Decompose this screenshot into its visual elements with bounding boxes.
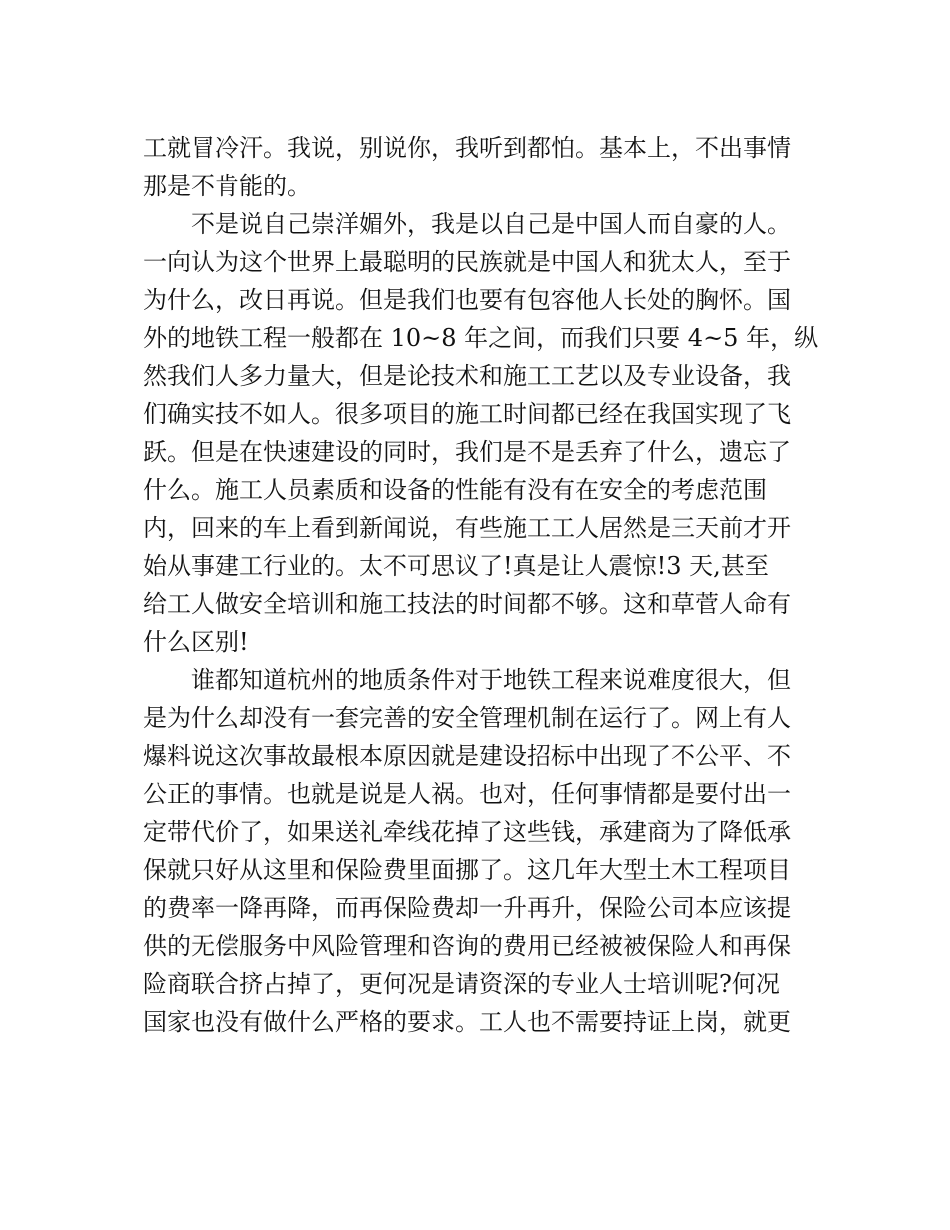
text-line-indented: 不是说自己崇洋媚外，我是以自己是中国人而自豪的人。 xyxy=(191,210,791,238)
text-line: 那是不肯能的。 xyxy=(143,172,311,200)
text-line: 什么区别! xyxy=(143,628,249,656)
text-line: 爆料说这次事故最根本原因就是建设招标中出现了不公平、不 xyxy=(143,742,791,770)
text-line: 国家也没有做什么严格的要求。工人也不需要持证上岗，就更 xyxy=(143,1008,791,1036)
text-line-indented: 谁都知道杭州的地质条件对于地铁工程来说难度很大，但 xyxy=(191,666,791,694)
text-line: 保就只好从这里和保险费里面挪了。这几年大型土木工程项目 xyxy=(143,856,791,884)
text-line: 定带代价了，如果送礼牵线花掉了这些钱，承建商为了降低承 xyxy=(143,818,791,846)
text-line: 供的无偿服务中风险管理和咨询的费用已经被被保险人和再保 xyxy=(143,932,791,960)
paragraph-3 xyxy=(143,661,815,1041)
text-line: 然我们人多力量大，但是论技术和施工工艺以及专业设备，我 xyxy=(143,362,791,390)
text-line: 工就冒冷汗。我说，别说你，我听到都怕。基本上，不出事情 xyxy=(143,134,791,162)
text-line: 内，回来的车上看到新闻说，有些施工工人居然是三天前才开 xyxy=(143,514,791,542)
text-line: 什么。施工人员素质和设备的性能有没有在安全的考虑范围 xyxy=(143,476,767,504)
text-line: 是为什么却没有一套完善的安全管理机制在运行了。网上有人 xyxy=(143,704,791,732)
text-line: 们确实技不如人。很多项目的施工时间都已经在我国实现了飞 xyxy=(143,400,791,428)
text-line: 的费率一降再降，而再保险费却一升再升，保险公司本应该提 xyxy=(143,894,791,922)
text-line: 跃。但是在快速建设的同时，我们是不是丢弃了什么，遗忘了 xyxy=(143,438,791,466)
text-line: 为什么，改日再说。但是我们也要有包容他人长处的胸怀。国 xyxy=(143,286,791,314)
paragraph-2 xyxy=(143,205,819,661)
text-line: 公正的事情。也就是说是人祸。也对，任何事情都是要付出一 xyxy=(143,780,791,808)
text-line: 始从事建工行业的。太不可思议了!真是让人震惊!3 天,甚至 xyxy=(143,552,769,580)
text-line: 给工人做安全培训和施工技法的时间都不够。这和草菅人命有 xyxy=(143,590,791,618)
document-body xyxy=(143,129,819,1041)
text-line: 外的地铁工程一般都在 10~8 年之间，而我们只要 4~5 年，纵 xyxy=(143,324,819,352)
paragraph-1 xyxy=(143,129,815,205)
text-line: 险商联合挤占掉了，更何况是请资深的专业人士培训呢?何况 xyxy=(143,970,780,998)
text-line: 一向认为这个世界上最聪明的民族就是中国人和犹太人，至于 xyxy=(143,248,791,276)
